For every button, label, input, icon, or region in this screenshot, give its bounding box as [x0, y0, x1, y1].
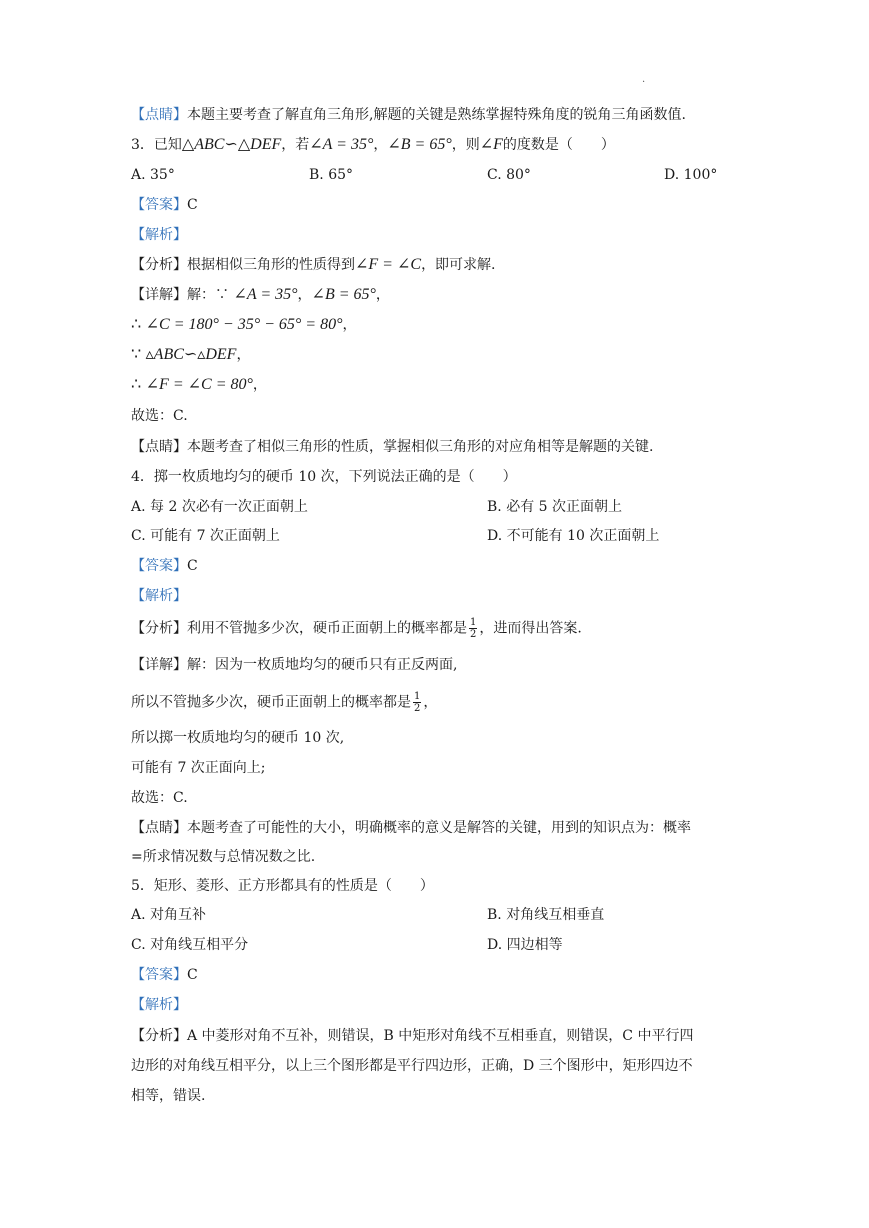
q5-option-a: A. 对角互补	[131, 907, 207, 923]
xiangjie-text: 解：因为一枚质地均匀的硬币只有正反两面,	[187, 657, 458, 673]
q3-option-a: A. 35°	[131, 167, 175, 183]
q5-fenxi-cont2: 相等，错误.	[131, 1088, 206, 1104]
therefore-symbol: ∴	[131, 376, 142, 393]
q4-answer	[131, 556, 198, 576]
q4-jiexi: 【解析】	[131, 588, 187, 604]
xiangjie-math-a: ∠A = 35°	[233, 286, 298, 303]
q4-option-b: B. 必有 5 次正面朝上	[487, 499, 622, 515]
q5-answer	[131, 965, 198, 985]
fraction-denominator: 2	[470, 629, 477, 640]
q3-answer	[131, 195, 198, 215]
q5-option-d: D. 四边相等	[487, 937, 563, 953]
q4-line2	[131, 691, 437, 714]
fraction-one-half	[469, 617, 477, 640]
q3-step1	[131, 315, 357, 335]
q3-stem-text: ，则	[451, 137, 480, 153]
fraction-numerator: 1	[470, 617, 477, 628]
dianjing-text: 本题考查了可能性的大小，明确概率的意义是解答的关键，用到的知识点为：概率	[187, 820, 691, 836]
q3-option-b: B. 65°	[309, 167, 354, 183]
q5-fenxi	[131, 1026, 693, 1046]
q4-dianjing-cont: =所求情况数与总情况数之比.	[131, 849, 316, 865]
fenxi-tag: 【分析】	[131, 1028, 187, 1044]
q4-option-c: C. 可能有 7 次正面朝上	[131, 528, 280, 544]
because-symbol: ∵	[131, 346, 142, 363]
q5-option-b: B. 对角线互相垂直	[487, 907, 605, 923]
answer-tag: 【答案】	[131, 197, 187, 213]
q4-option-a: A. 每 2 次必有一次正面朝上	[131, 499, 308, 515]
q4-line3: 所以掷一枚质地均匀的硬币 10 次,	[131, 730, 345, 746]
q4-xiangjie	[131, 655, 457, 675]
q3-step3	[131, 375, 267, 395]
step3-end: ，	[252, 377, 267, 393]
header-mark: .	[642, 74, 646, 85]
step3-math: ∠F = ∠C = 80°	[145, 376, 253, 393]
q5-option-c: C. 对角线互相平分	[131, 937, 249, 953]
xiangjie-end: ，	[375, 287, 390, 303]
answer-value: C	[187, 967, 198, 983]
xiangjie-comma: ，	[297, 287, 312, 303]
fenxi-text: A 中菱形对角不互补，则错误，B 中矩形对角线不互相垂直，则错误，C 中平行四	[187, 1028, 694, 1044]
q4-fenxi	[131, 617, 582, 640]
fenxi-math: ∠F = ∠C	[355, 256, 422, 273]
q3-jiexi: 【解析】	[131, 227, 187, 243]
q5-fenxi-cont1: 边形的对角线互相平分，以上三个图形都是平行四边形，正确，D 三个图形中，矩形四边不	[131, 1058, 693, 1074]
q3-choose: 故选：C.	[131, 408, 188, 424]
q4-choose: 故选：C.	[131, 790, 188, 806]
step2-end: ，	[236, 347, 251, 363]
therefore-symbol: ∴	[131, 316, 142, 333]
fenxi-text: 利用不管抛多少次，硬币正面朝上的概率都是	[187, 620, 467, 637]
dianjing-text: 本题考查了相似三角形的性质，掌握相似三角形的对应角相等是解题的关键.	[187, 439, 654, 455]
line2-end: ，	[423, 694, 438, 711]
answer-tag: 【答案】	[131, 967, 187, 983]
fraction-numerator: 1	[414, 691, 421, 702]
dianjing-tag: 【点睛】	[131, 820, 187, 836]
q3-stem-text: ，若	[281, 137, 310, 153]
step1-end: ，	[342, 317, 357, 333]
q3-step2	[131, 345, 250, 365]
step1-math: ∠C = 180° − 35° − 65° = 80°	[145, 316, 343, 333]
fenxi-end: ，即可求解.	[421, 257, 496, 273]
q3-xiangjie	[131, 285, 390, 305]
q3-dianjing	[131, 437, 653, 457]
line2-text: 所以不管抛多少次，硬币正面朝上的概率都是	[131, 694, 411, 711]
q3-stem-prefix: 3．已知	[131, 137, 182, 153]
answer-tag: 【答案】	[131, 558, 187, 574]
answer-value: C	[187, 197, 198, 213]
xiangjie-math-b: ∠B = 65°	[311, 286, 376, 303]
fenxi-end: ，进而得出答案.	[479, 620, 582, 637]
q3-angle-f-math: ∠F	[479, 136, 503, 153]
q5-stem: 5．矩形、菱形、正方形都具有的性质是（ ）	[131, 878, 434, 894]
xiangjie-tag: 【详解】	[131, 657, 187, 673]
fenxi-tag: 【分析】	[131, 257, 187, 273]
fraction-denominator: 2	[414, 703, 421, 714]
q2-dianjing-line	[131, 105, 686, 125]
q3-stem-suffix: 的度数是（ ）	[502, 137, 615, 153]
xiangjie-tag: 【详解】	[131, 287, 187, 303]
q3-option-d: D. 100°	[664, 167, 718, 183]
dianjing-tag: 【点睛】	[131, 107, 187, 123]
q3-angle-b-math: ∠B = 65°	[387, 136, 452, 153]
q3-comma: ，	[373, 137, 388, 153]
q3-stem	[131, 135, 615, 155]
q3-option-c: C. 80°	[487, 167, 531, 183]
answer-value: C	[187, 558, 198, 574]
q4-stem: 4．掷一枚质地均匀的硬币 10 次，下列说法正确的是（ ）	[131, 469, 517, 485]
xiangjie-text: 解：∵	[187, 287, 229, 303]
dianjing-tag: 【点睛】	[131, 439, 187, 455]
q5-jiexi: 【解析】	[131, 997, 187, 1013]
step2-math: ▵ABC∽▵DEF	[145, 346, 237, 363]
q4-option-d: D. 不可能有 10 次正面朝上	[487, 528, 660, 544]
q3-angle-a-math: ∠A = 35°	[309, 136, 374, 153]
q3-fenxi	[131, 255, 496, 275]
fraction-one-half	[413, 691, 421, 714]
dianjing-text: 本题主要考查了解直角三角形,解题的关键是熟练掌握特殊角度的锐角三角函数值.	[187, 107, 686, 123]
fenxi-text: 根据相似三角形的性质得到	[187, 257, 355, 273]
q3-similarity-math: △ABC∽△DEF	[181, 136, 282, 153]
q4-dianjing	[131, 818, 691, 838]
q4-line4: 可能有 7 次正面向上;	[131, 760, 266, 776]
fenxi-tag: 【分析】	[131, 620, 187, 637]
